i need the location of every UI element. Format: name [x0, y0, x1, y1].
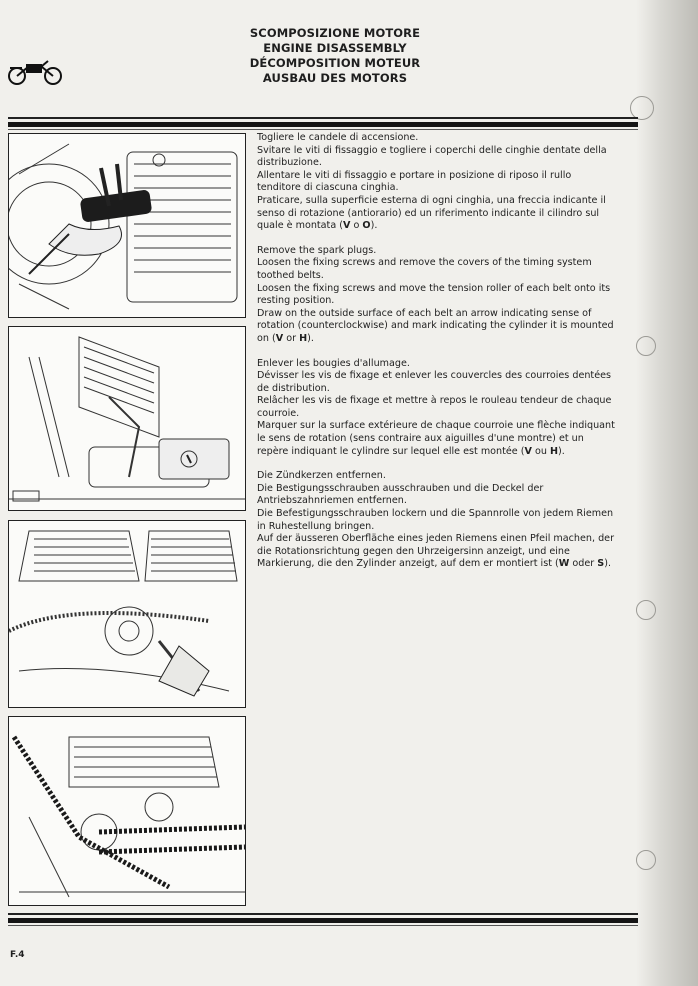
step-it-4: Praticare, sulla superficie esterna di ogni cinghia, una freccia indicante il senso di rotazione (antiorario) ed un riferimento indicante il cilindro sul quale è montata (V o O). — [257, 194, 606, 232]
title-french: DÉCOMPOSITION MOTEUR — [249, 56, 421, 70]
step-de-2: Die Bestigungsschrauben ausschrauben und die Deckel der Antriebszahnriemen entfernen. — [257, 482, 544, 507]
step-en-2: Loosen the fixing screws and remove the covers of the timing system toothed belts. — [257, 257, 592, 281]
header-rule — [8, 117, 638, 130]
instructions-german — [257, 470, 617, 571]
page-header — [200, 26, 470, 86]
title-english: ENGINE DISASSEMBLY — [263, 41, 407, 55]
title-italian: SCOMPOSIZIONE MOTORE — [249, 26, 421, 40]
instruction-text — [257, 132, 617, 583]
engine-covers-illustration — [8, 326, 246, 511]
instructions-english — [257, 245, 617, 346]
binder-hole — [636, 336, 656, 356]
step-it-3: Allentare le viti di fissaggio e portare in posizione di riposo il rullo tenditore di ciascuna cinghia. — [257, 169, 572, 194]
page-edge — [636, 0, 698, 986]
step-it-1: Togliere le candele di accensione. — [257, 132, 419, 143]
step-de-3: Die Befestigungsschrauben lockern und die Spannrolle von jedem Riemen in Ruhestellung bringen. — [257, 508, 614, 532]
instructions-french — [257, 358, 617, 459]
binder-hole — [636, 850, 656, 870]
timing-belt-marking-illustration — [8, 716, 246, 906]
step-en-3: Loosen the fixing screws and move the tension roller of each belt onto its resting position. — [257, 282, 611, 307]
step-en-1: Remove the spark plugs. — [257, 244, 377, 256]
step-de-1: Die Zündkerzen entfernen. — [257, 470, 386, 482]
step-en-4: Draw on the outside surface of each belt an arrow indicating sense of rotation (counterclockwise) and mark indicating the cylinder it is mounted on (V or H). — [257, 307, 614, 344]
step-fr-3: Relâcher les vis de fixage et mettre à repos le rouleau tendeur de chaque courroie. — [257, 395, 612, 419]
footer-rule — [8, 913, 638, 926]
tension-roller-illustration — [8, 520, 246, 708]
title-german: AUSBAU DES MOTORS — [262, 71, 408, 85]
motorcycle-icon — [6, 58, 64, 86]
binder-hole — [636, 600, 656, 620]
step-fr-2: Dévisser les vis de fixage et enlever les couvercles des courroies dentées de distribution. — [257, 370, 611, 394]
step-fr-4: Marquer sur la surface extérieure de chaque courroie une flèche indiquant le sens de rotation (sens contraire aux aiguilles d'une montre) et un repère indiquant le cylindre sur lequel elle est montée (V ou H). — [257, 420, 615, 457]
step-fr-1: Enlever les bougies d'allumage. — [257, 357, 410, 369]
spark-plug-removal-illustration — [8, 133, 246, 318]
instructions-italian — [257, 132, 617, 233]
step-it-2: Svitare le viti di fissaggio e togliere i coperchi delle cinghie dentate della distribuzione. — [257, 144, 607, 169]
page-number: F.4 — [10, 950, 25, 960]
step-de-4: Auf der äusseren Oberfläche eines jeden Riemens einen Pfeil machen, der die Rotationsrichtung gegen den Uhrzeigersinn anzeigt, und eine Markierung, die den Zylinder anzeigt, auf dem er montiert ist (W oder S). — [257, 533, 615, 570]
